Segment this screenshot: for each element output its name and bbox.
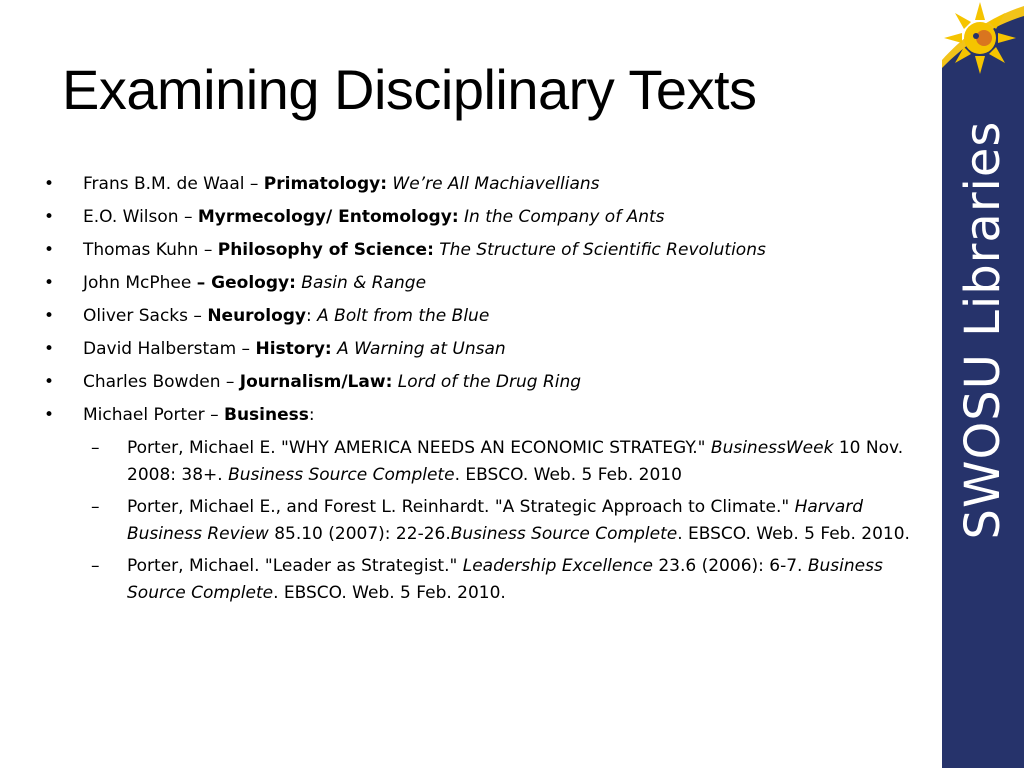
bullet-list [40, 168, 920, 609]
slide-body [40, 168, 920, 609]
list-item: • John McPhee – Geology: Basin & Range [44, 273, 427, 293]
list-item: • E.O. Wilson – Myrmecology/ Entomology: In the Company of Ants [44, 207, 665, 227]
list-item: • Oliver Sacks – Neurology: A Bolt from the Blue [44, 306, 490, 326]
list-item: • Michael Porter – Business: – Porter, Michael E. "WHY AMERICA NEEDS AN ECONOMIC STRATEGY." BusinessWeek 10 Nov. 2008: 38+. Business Source Complete. EBSCO. Web. 5 Feb. 2010 – Porter, Michael E., and Forest L. Reinhardt. "A Strategic Approach to Climate." Harvard Business Review 85.10 (2007): 22-26.Business Source Complete. EBSCO. Web. 5 Feb. 2010. – Porter, Michael. "Leader as Strategist." Leadership Excellence 23.6 (2006): 6-7. Business Source Complete. EBSCO. Web. 5 Feb. 2010. [40, 399, 920, 609]
citation-item: – Porter, Michael. "Leader as Strategist." Leadership Excellence 23.6 (2006): 6-7. Business Source Complete. EBSCO. Web. 5 Feb. 2010. [91, 556, 883, 603]
brand-logo-text: SWOSU Libraries [955, 120, 1011, 540]
slide-title: Examining Disciplinary Texts [62, 58, 757, 121]
list-item: • Thomas Kuhn – Philosophy of Science: The Structure of Scientific Revolutions [44, 240, 766, 260]
citation-item: – Porter, Michael E., and Forest L. Reinhardt. "A Strategic Approach to Climate." Harvard Business Review 85.10 (2007): 22-26.Business Source Complete. EBSCO. Web. 5 Feb. 2010. [91, 497, 910, 544]
citation-list [83, 432, 920, 609]
list-item: • Charles Bowden – Journalism/Law: Lord of the Drug Ring [44, 372, 582, 392]
sun-icon [942, 0, 1018, 76]
brand-sidebar [942, 0, 1024, 768]
list-item: • Frans B.M. de Waal – Primatology: We’re All Machiavellians [44, 174, 600, 194]
list-item: • David Halberstam – History: A Warning at Unsan [44, 339, 506, 359]
citation-item: – Porter, Michael E. "WHY AMERICA NEEDS AN ECONOMIC STRATEGY." BusinessWeek 10 Nov. 2008: 38+. Business Source Complete. EBSCO. Web. 5 Feb. 2010 [91, 438, 904, 485]
